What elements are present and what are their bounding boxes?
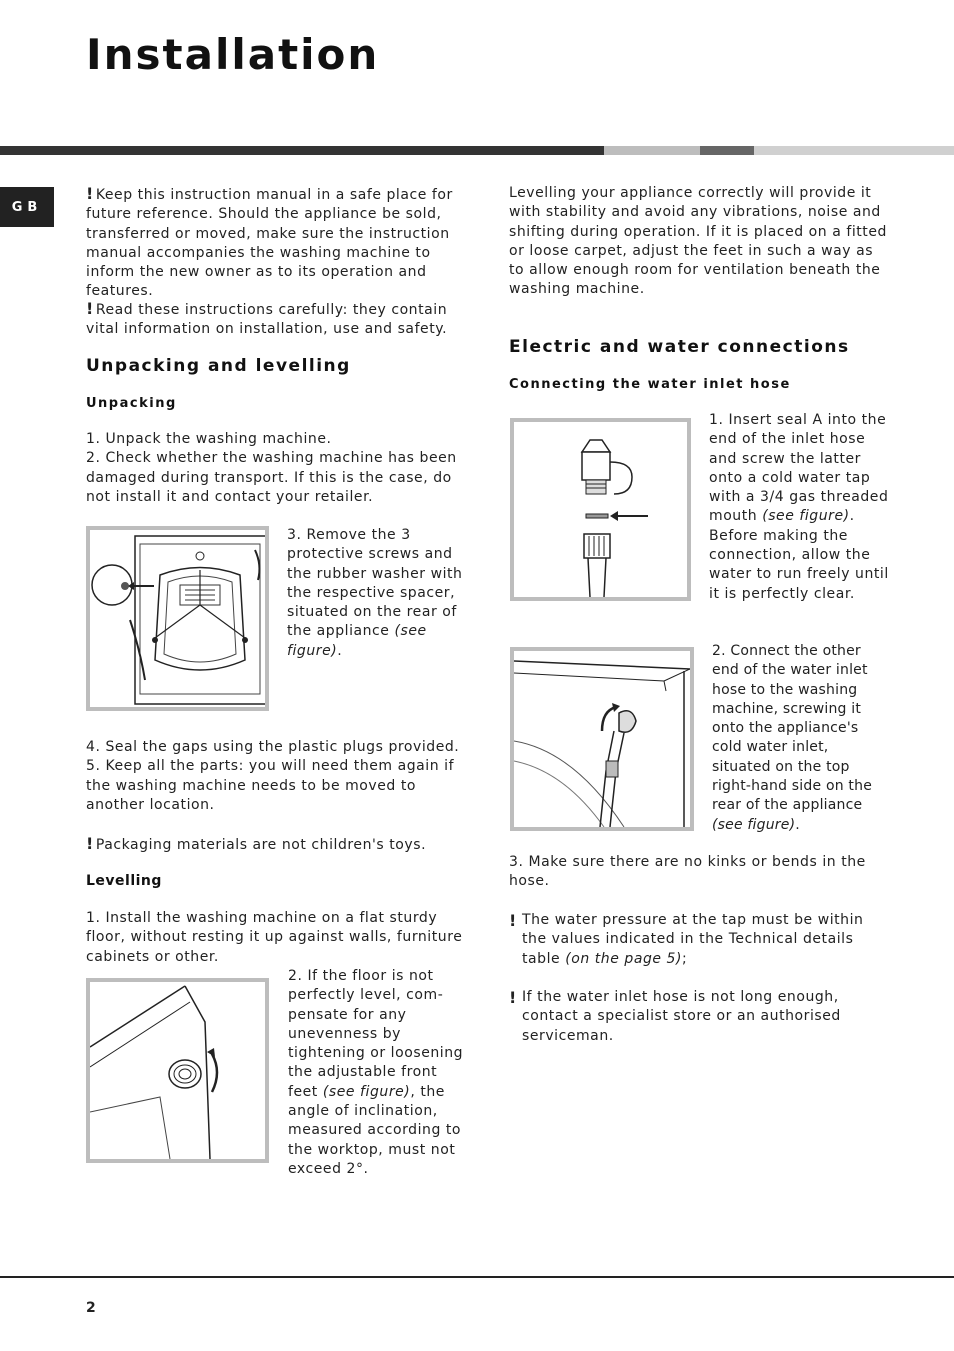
page-number: 2	[86, 1300, 96, 1316]
warning-note-manual: ! Keep this instruction manual in a safe place for future reference. Should the appliance be sold, transferred or moved, make sure the instruction manual accompanies the washing machine to inform the new owner as to its operation and features.	[86, 184, 453, 300]
steps-4-5: 4. Seal the gaps using the plastic plugs provided. 5. Keep all the parts: you will need them again if the washing machine needs to be moved to another location.	[86, 739, 460, 813]
adjustable-foot-illustration	[90, 982, 265, 1159]
subheading-water-inlet: Connecting the water inlet hose	[509, 377, 791, 392]
step3-remove-screws: 3. Remove the 3 protective screws and the rubber washer with the respective spacer, situated on the rear of the appliance (see figure).	[287, 527, 463, 659]
connection-step1: 1. Insert seal A into the end of the inlet hose and screw the latter onto a cold water tap with a 3/4 gas threaded mouth (see figure). Before making the connection, allow the water to run freely until it is perfectly clear.	[709, 412, 889, 602]
header-bar-light-2	[754, 146, 954, 155]
washing-machine-rear-illustration	[90, 530, 265, 707]
subheading-levelling: Levelling	[86, 873, 162, 889]
exclamation-icon: !	[86, 299, 94, 318]
tap-and-seal-illustration	[514, 422, 687, 597]
figure-reference: (see figure)	[762, 508, 850, 525]
figure-reference: (see figure)	[322, 1083, 411, 1100]
connection-step2: 2. Connect the other end of the water inlet hose to the washing machine, screwing it onto the appliance's cold water inlet, situated on the top right-hand side on the rear of the appliance (see figure).	[712, 643, 873, 833]
section-heading-unpacking-levelling: Unpacking and levelling	[86, 356, 351, 376]
levelling-step2: 2. If the floor is not perfectly level, com-pensate for any unevenness by tightening or loosening the adjustable front feet (see figure), the angle of inclination, measured according to the worktop, must not exceed 2°.	[288, 968, 464, 1177]
page-title: Installation	[86, 30, 380, 79]
language-tab: GB	[0, 187, 54, 227]
header-bar-light	[604, 146, 700, 155]
connection-step3: 3. Make sure there are no kinks or bends in the hose.	[509, 854, 866, 890]
levelling-step1: 1. Install the washing machine on a flat sturdy floor, without resting it up against walls, furniture cabinets or other.	[86, 910, 463, 965]
figure-tap-seal	[510, 418, 691, 601]
exclamation-icon: !	[509, 911, 517, 930]
warning-note-packaging: ! Packaging materials are not children's toys.	[86, 834, 427, 853]
figure-adjustable-feet	[86, 978, 269, 1163]
footer-rule	[0, 1276, 954, 1278]
figure-rear-screws	[86, 526, 269, 711]
page-reference: (on the page 5)	[565, 950, 683, 967]
unpack-steps: 1. Unpack the washing machine. 2. Check whether the washing machine has been damaged during transport. If this is the case, do not install it and contact your retailer.	[86, 431, 457, 505]
header-bar-mid	[700, 146, 754, 155]
warning-note-read: ! Read these instructions carefully: they contain vital information on installation, use and safety.	[86, 299, 448, 338]
exclamation-icon: !	[86, 834, 94, 853]
exclamation-icon: !	[509, 988, 517, 1007]
figure-reference: (see figure)	[287, 623, 427, 659]
section-heading-electric-water: Electric and water connections	[509, 337, 850, 357]
exclamation-icon: !	[86, 184, 94, 203]
figure-machine-inlet	[510, 647, 694, 831]
machine-inlet-illustration	[514, 651, 690, 827]
levelling-intro: Levelling your appliance correctly will provide it with stability and avoid any vibrations, noise and shifting during operation. If it is placed on a fitted or loose carpet, adjust the feet in such a way as to allow enough room for ventilation beneath the washing machine.	[509, 185, 887, 298]
warning-note-pressure: The water pressure at the tap must be within the values indicated in the Technical details table (on the page 5);	[522, 912, 864, 967]
warning-note-hose-length: If the water inlet hose is not long enough, contact a specialist store or an authorised serviceman.	[522, 989, 841, 1044]
header-bar-dark	[0, 146, 604, 155]
figure-reference: (see figure)	[712, 816, 796, 833]
subheading-unpacking: Unpacking	[86, 396, 177, 411]
